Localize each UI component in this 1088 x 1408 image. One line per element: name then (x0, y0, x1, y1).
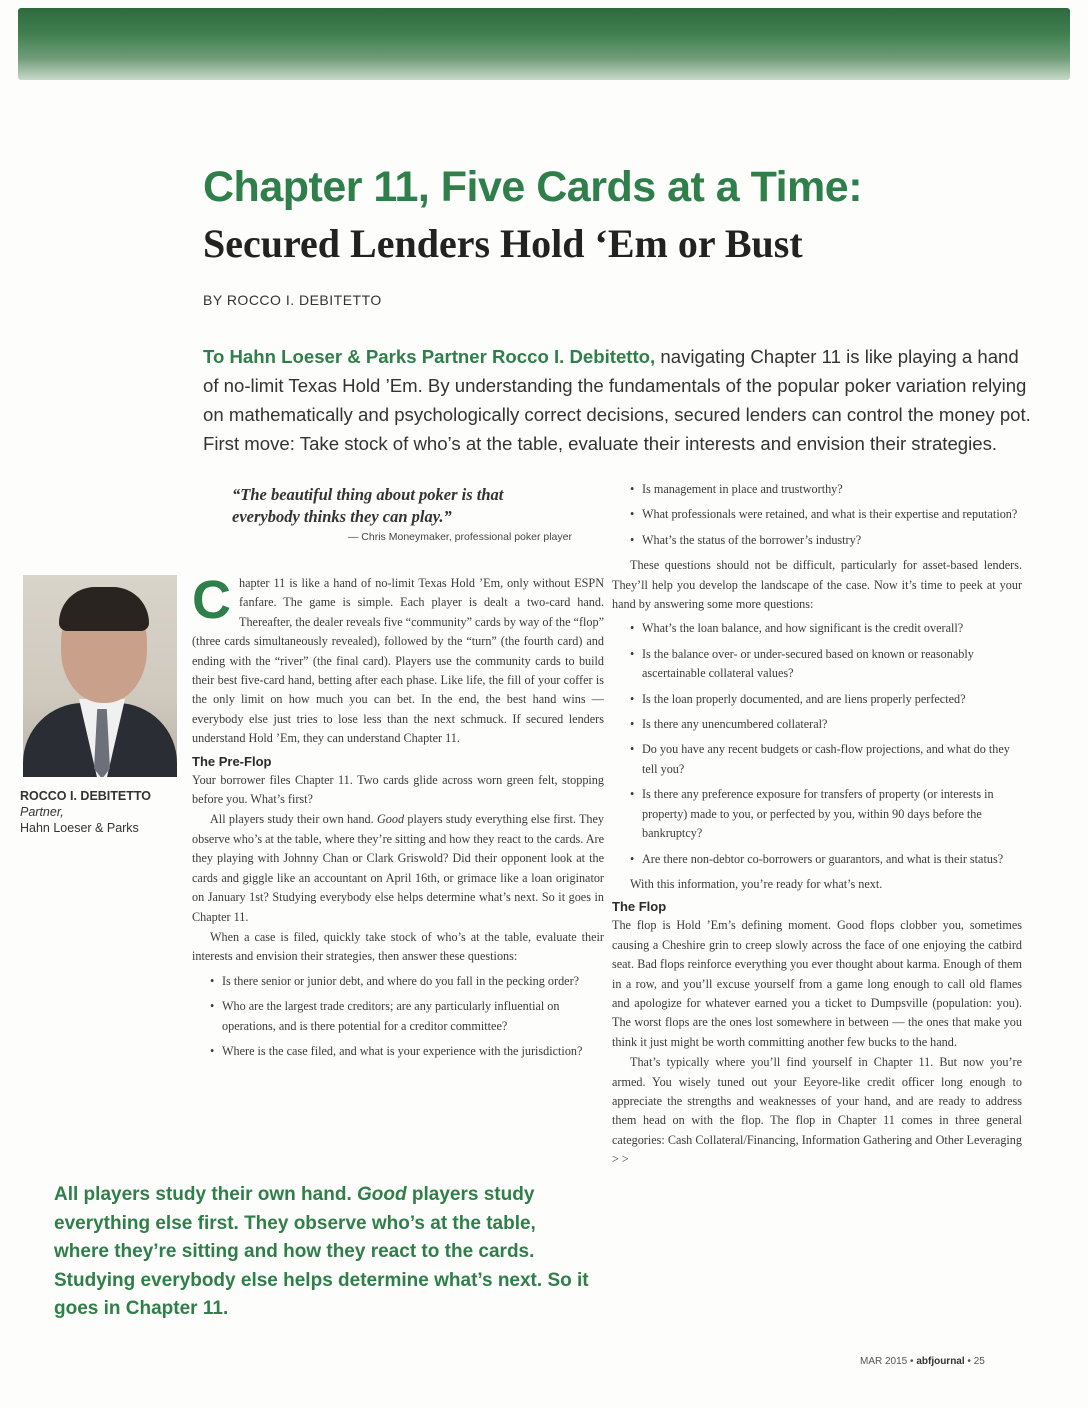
opening-quote: “The beautiful thing about poker is that everybody thinks they can play.” (232, 485, 504, 526)
list-item: • Are there non-debtor co-borrowers or guarantors, and what is their status? (630, 850, 1022, 869)
list-item: • Is the loan properly documented, and are liens properly perfected? (630, 690, 1022, 709)
list-item: • Who are the largest trade creditors; are any particularly influential on operations, and is there potential for a creditor committee? (210, 997, 604, 1036)
pull-quote: All players study their own hand. Good players study everything else first. They observe who’s at the table, where they’re sitting and how they react to the cards. Studying everybody else helps determine what’s next. So it goes in Chapter 11. (54, 1184, 589, 1319)
deck-text: navigating Chapter 11 is like playing a hand of no-limit Texas Hold ’Em. By understanding the fundamentals of the popular poker variation relying on mathematically and psychologically correct decisions, secured lenders can control the money pot. First move: Take stock of who’s at the table, evaluate their interests and envision their strategies. (203, 346, 1031, 454)
list-item: • Is there any unencumbered collateral? (630, 715, 1022, 734)
deck-lead: To Hahn Loeser & Parks Partner Rocco I. Debitetto, (203, 346, 656, 367)
header-color-band (18, 8, 1070, 80)
question-list (630, 619, 1022, 868)
byline: BY ROCCO I. DEBITETTO (203, 292, 382, 308)
drop-cap: C (192, 570, 231, 630)
article-deck (203, 342, 1033, 458)
body-paragraph: With this information, you’re ready for what’s next. (630, 876, 883, 891)
publication-name: abfjournal (916, 1356, 965, 1367)
list-item: • Do you have any recent budgets or cash-flow projections, and what do they tell you? (630, 740, 1022, 779)
list-item: • Is management in place and trustworthy? (630, 480, 1022, 499)
author-photo (23, 575, 177, 777)
page-footer: MAR 2015 • abfjournal • 25 (860, 1356, 985, 1367)
list-item: • What professionals were retained, and what is their expertise and reputation? (630, 505, 1022, 524)
right-column (612, 480, 1022, 1171)
intro-paragraph: Chapter 11 is like a hand of no-limit Texas Hold ’Em, only without ESPN fanfare. The game is simple. Each player is dealt a two-card hand. Thereafter, the dealer reveals five “community” cards by way of the “flop” (three cards simultaneously revealed), followed by the “turn” (the fourth card) and ending with the “river” (the final card). Players use the community cards to build their best five-card hand, betting after each phase. Like life, the fill of your coffer is the only limit on how much you can bet. In the end, the best hand wins — everybody else just tries to lose less than the next schmuck. If secured lenders understand Hold ’Em, they can understand Chapter 11. (192, 570, 604, 746)
body-paragraph: The flop is Hold ’Em’s defining moment. Good flops clobber you, sometimes causing a Cheshire grin to creep slowly across the face of one enjoying the catbird seat. Bad flops reinforce everything you ever thought about karma. Enough of them in a row, and you’ll excuse yourself from a game long enough to call old flames and apologize for whatever earned you a ticket to Dumpsville (population: you). The worst flops are the ones lost somewhere in between — the ones that make you think it just might be worth committing another few bucks to the hand. (612, 918, 1022, 1049)
page-number: 25 (973, 1356, 985, 1367)
author-caption (20, 788, 180, 836)
list-item: • What’s the status of the borrower’s industry? (630, 531, 1022, 550)
body-paragraph: Your borrower files Chapter 11. Two cards glide across worn green felt, stopping before you. What’s first? (192, 772, 604, 807)
author-firm: Hahn Loeser & Parks (20, 821, 139, 835)
body-paragraph: All players study their own hand. Good players study everything else first. They observe who’s at the table, where they’re sitting and how they react to the cards. Are they playing with Johnny Chan or Clark Griswold? Did their opponent look at the cards and giggle like an accountant on April 16th, or grimace like a loan originator on January 1st? Studying everybody else helps determine what’s next. So it goes in Chapter 11. (192, 812, 604, 924)
article-title: Chapter 11, Five Cards at a Time: (203, 163, 863, 211)
left-column (192, 570, 604, 1067)
list-item: • What’s the loan balance, and how significant is the credit overall? (630, 619, 1022, 638)
body-paragraph: That’s typically where you’ll find yourself in Chapter 11. But now you’re armed. You wisely tuned out your Eeyore-like credit officer long enough to appreciate the strengths and weaknesses of your hand, and are ready to address them head on with the flop. The flop in Chapter 11 comes in three general categories: Cash Collateral/Financing, Information Gathering and Other Leveraging > > (612, 1055, 1022, 1167)
list-item: • Is the balance over- or under-secured based on known or reasonably ascertainable collateral values? (630, 645, 1022, 684)
list-item: • Where is the case filed, and what is your experience with the jurisdiction? (210, 1042, 604, 1061)
body-paragraph: When a case is filed, quickly take stock of who’s at the table, evaluate their interests and envision their strategies, then answer these questions: (192, 929, 604, 964)
subhead-flop: The Flop (612, 899, 667, 915)
list-item: • Is there any preference exposure for transfers of property (or interests in property) made to you, or perfected by you, within 90 days before the bankruptcy? (630, 785, 1022, 843)
article-subtitle: Secured Lenders Hold ‘Em or Bust (203, 221, 803, 266)
body-paragraph: These questions should not be difficult, particularly for asset-based lenders. They’ll help you develop the landscape of the case. Now it’s time to peek at your hand by answering some more questions: (612, 558, 1022, 612)
issue-date: MAR 2015 (860, 1356, 908, 1367)
author-name: ROCCO I. DEBITETTO (20, 789, 152, 803)
subhead-pre-flop: The Pre-Flop (192, 753, 272, 769)
question-list (630, 480, 1022, 550)
author-role: Partner, (20, 805, 64, 819)
question-list (210, 972, 604, 1062)
quote-attribution: — Chris Moneymaker, professional poker player (347, 531, 572, 543)
list-item: • Is there senior or junior debt, and where do you fall in the pecking order? (210, 972, 604, 991)
